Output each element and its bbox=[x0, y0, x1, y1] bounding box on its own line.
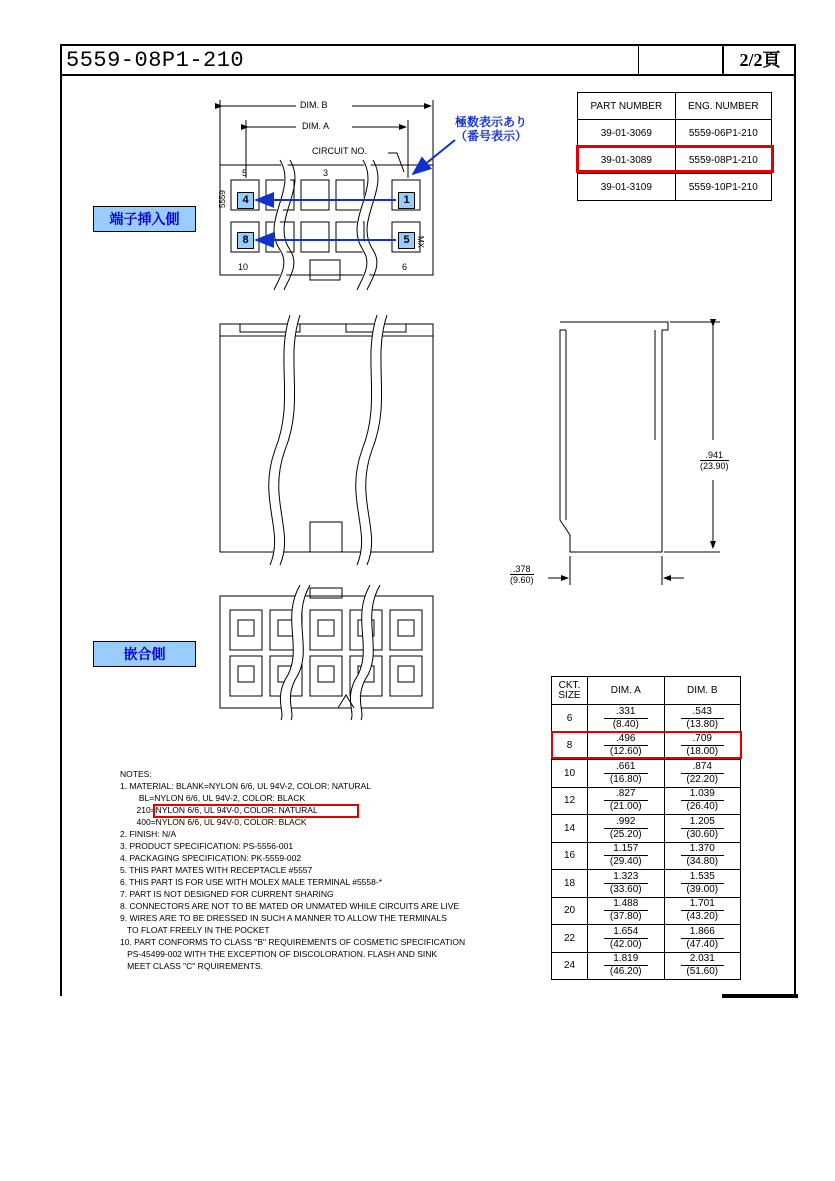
insertion-side-label: 端子挿入側 bbox=[93, 206, 196, 232]
dim-b-mm: (13.80) bbox=[686, 718, 719, 730]
note-line: BL=NYLON 6/6, UL 94V-2, COLOR: BLACK bbox=[120, 793, 306, 803]
size-table bbox=[551, 676, 741, 980]
eng-number-cell: 5559-06P1-210 bbox=[675, 120, 771, 147]
dim-a-header: DIM. A bbox=[588, 677, 665, 705]
num-top-mid: 3 bbox=[323, 168, 329, 178]
ckt-size-cell: 6 bbox=[552, 705, 588, 733]
dim-a-cell bbox=[588, 815, 665, 843]
dim-b-cell bbox=[664, 787, 741, 815]
dim-a-cell bbox=[588, 787, 665, 815]
eng-number-header: ENG. NUMBER bbox=[675, 93, 771, 120]
note-line: 10. PART CONFORMS TO CLASS "B" REQUIREMENTS OF COSMETIC SPECIFICATION bbox=[120, 937, 466, 947]
mating-side-label: 嵌合側 bbox=[93, 641, 196, 667]
dim-a-inch: .661 bbox=[604, 761, 648, 774]
height-in: .941 bbox=[700, 450, 729, 461]
note-line: 8. CONNECTORS ARE NOT TO BE MATED OR UNMATED WHILE CIRCUITS ARE LIVE bbox=[120, 901, 460, 911]
dim-b-mm: (39.00) bbox=[686, 883, 719, 895]
dim-a-mm: (16.80) bbox=[609, 773, 642, 785]
dim-a-inch: .827 bbox=[604, 788, 648, 801]
circuit-marker-1: 1 bbox=[398, 192, 415, 209]
note-line: 4. PACKAGING SPECIFICATION: PK-5559-002 bbox=[120, 853, 302, 863]
side-text: 5559 bbox=[218, 190, 227, 208]
dim-b-inch: .709 bbox=[681, 733, 725, 746]
note-line: MEET CLASS "C" RQUIREMENTS. bbox=[120, 961, 263, 971]
dim-a-mm: (29.40) bbox=[609, 856, 642, 868]
dim-b-cell bbox=[664, 760, 741, 788]
part-number-header: PART NUMBER bbox=[578, 93, 676, 120]
dim-b-inch: 2.031 bbox=[681, 953, 725, 966]
size-row bbox=[552, 842, 741, 870]
dim-a-inch: 1.488 bbox=[604, 898, 648, 911]
dim-a-mm: (12.60) bbox=[609, 746, 642, 758]
size-row bbox=[552, 870, 741, 898]
notes-block bbox=[120, 768, 465, 972]
size-row bbox=[552, 705, 741, 733]
eng-number-cell: 5559-10P1-210 bbox=[675, 174, 771, 201]
dim-a-inch: 1.323 bbox=[604, 871, 648, 884]
size-row bbox=[552, 787, 741, 815]
ckt-size-cell: 14 bbox=[552, 815, 588, 843]
dim-b-mm: (22.20) bbox=[686, 773, 719, 785]
dim-a-cell bbox=[588, 760, 665, 788]
note-line: PS-45499-002 WITH THE EXCEPTION OF DISCOLORATION. FLASH AND SINK bbox=[120, 949, 438, 959]
dim-a-mm: (8.40) bbox=[612, 718, 639, 730]
dim-b-inch: 1.701 bbox=[681, 898, 725, 911]
num-bottom-left: 10 bbox=[238, 262, 249, 272]
note-line: 1. MATERIAL: BLANK=NYLON 6/6, UL 94V-2, COLOR: NATURAL bbox=[120, 781, 371, 791]
part-number-cell: 39-01-3109 bbox=[578, 174, 676, 201]
num-bottom-right: 6 bbox=[402, 262, 408, 272]
dim-a-inch: .992 bbox=[604, 816, 648, 829]
size-row bbox=[552, 925, 741, 953]
dim-b-cell bbox=[664, 925, 741, 953]
dim-b-cell bbox=[664, 897, 741, 925]
depth-dimension bbox=[510, 564, 534, 585]
mating-view bbox=[220, 585, 433, 720]
dim-b-label: DIM. B bbox=[300, 100, 328, 110]
dim-a-mm: (21.00) bbox=[609, 801, 642, 813]
circuit-marker-8: 8 bbox=[237, 232, 254, 249]
dim-b-mm: (47.40) bbox=[686, 938, 719, 950]
dim-b-inch: 1.535 bbox=[681, 871, 725, 884]
depth-in: .378 bbox=[510, 564, 534, 575]
circuit-marker-5: 5 bbox=[398, 232, 415, 249]
dim-a-cell bbox=[588, 705, 665, 733]
dim-b-mm: (26.40) bbox=[686, 801, 719, 813]
dim-a-cell bbox=[588, 842, 665, 870]
size-row bbox=[552, 952, 741, 980]
part-number-cell: 39-01-3069 bbox=[578, 120, 676, 147]
dim-a-inch: 1.157 bbox=[604, 843, 648, 856]
side-view bbox=[548, 322, 720, 585]
note-line: TO FLOAT FREELY IN THE POCKET bbox=[120, 925, 270, 935]
size-row bbox=[552, 897, 741, 925]
dim-a-cell bbox=[588, 870, 665, 898]
dim-b-cell bbox=[664, 705, 741, 733]
dim-a-mm: (37.80) bbox=[609, 911, 642, 923]
ckt-size-cell: 16 bbox=[552, 842, 588, 870]
dim-a-mm: (42.00) bbox=[609, 938, 642, 950]
pole-note-line2: （番号表示） bbox=[455, 129, 528, 143]
dim-a-cell bbox=[588, 952, 665, 980]
dim-b-mm: (43.20) bbox=[686, 911, 719, 923]
dim-b-inch: 1.039 bbox=[681, 788, 725, 801]
note-line: 7. PART IS NOT DESIGNED FOR CURRENT SHARING bbox=[120, 889, 334, 899]
ckt-size-cell: 8 bbox=[552, 732, 588, 760]
part-number-cell: 39-01-3089 bbox=[578, 147, 676, 174]
dim-b-inch: 1.866 bbox=[681, 926, 725, 939]
dim-b-cell bbox=[664, 870, 741, 898]
dim-a-inch: 1.819 bbox=[604, 953, 648, 966]
height-mm: (23.90) bbox=[700, 461, 729, 471]
dim-a-mm: (33.60) bbox=[609, 883, 642, 895]
dim-b-cell bbox=[664, 842, 741, 870]
dim-a-mm: (25.20) bbox=[609, 828, 642, 840]
circuit-no-label: CIRCUIT NO. bbox=[312, 146, 367, 156]
num-top-left: 5 bbox=[242, 168, 248, 178]
dim-a-inch: 1.654 bbox=[604, 926, 648, 939]
note-line: 6. THIS PART IS FOR USE WITH MOLEX MALE TERMINAL #5558-* bbox=[120, 877, 382, 887]
front-view bbox=[220, 315, 433, 565]
dim-b-mm: (18.00) bbox=[686, 746, 719, 758]
ckt-size-cell: 12 bbox=[552, 787, 588, 815]
circuit-marker-4: 4 bbox=[237, 192, 254, 209]
note-line: 9. WIRES ARE TO BE DRESSED IN SUCH A MANNER TO ALLOW THE TERMINALS bbox=[120, 913, 447, 923]
dim-b-mm: (34.80) bbox=[686, 856, 719, 868]
size-highlight-box bbox=[551, 731, 742, 759]
note-line: 5. THIS PART MATES WITH RECEPTACLE #5557 bbox=[120, 865, 313, 875]
dim-b-mm: (51.60) bbox=[686, 966, 719, 978]
dim-b-inch: 1.205 bbox=[681, 816, 725, 829]
dim-b-cell bbox=[664, 952, 741, 980]
ckt-size-cell: 20 bbox=[552, 897, 588, 925]
dim-b-inch: .874 bbox=[681, 761, 725, 774]
depth-mm: (9.60) bbox=[510, 575, 534, 585]
part-title: 5559-08P1-210 bbox=[66, 48, 245, 73]
side-text-right: MX bbox=[416, 236, 425, 248]
page-label: 2/2頁 bbox=[722, 44, 796, 76]
note-line: 2. FINISH: N/A bbox=[120, 829, 177, 839]
dim-a-cell bbox=[588, 925, 665, 953]
dim-b-cell bbox=[664, 815, 741, 843]
dim-b-inch: 1.370 bbox=[681, 843, 725, 856]
dim-b-mm: (30.60) bbox=[686, 828, 719, 840]
size-row bbox=[552, 760, 741, 788]
top-view-dimensions bbox=[220, 100, 433, 178]
dim-a-cell bbox=[588, 897, 665, 925]
dim-a-inch: .331 bbox=[604, 706, 648, 719]
note-line: 400=NYLON 6/6, UL 94V-0, COLOR: BLACK bbox=[120, 817, 307, 827]
dim-b-header: DIM. B bbox=[664, 677, 741, 705]
dim-a-inch: .496 bbox=[604, 733, 648, 746]
note-line: NOTES: bbox=[120, 769, 152, 779]
ckt-size-cell: 22 bbox=[552, 925, 588, 953]
ckt-size-header: CKT. SIZE bbox=[552, 677, 588, 705]
ckt-size-cell: 18 bbox=[552, 870, 588, 898]
note-line: 3. PRODUCT SPECIFICATION: PS-5556-001 bbox=[120, 841, 294, 851]
material-highlight-box bbox=[153, 804, 359, 818]
height-dimension bbox=[700, 450, 729, 471]
note-line: 210=NYLON 6/6, UL 94V-0, COLOR: NATURAL bbox=[120, 805, 318, 815]
size-row bbox=[552, 815, 741, 843]
dim-b-inch: .543 bbox=[681, 706, 725, 719]
eng-number-cell: 5559-08P1-210 bbox=[675, 147, 771, 174]
part-highlight-box bbox=[576, 145, 774, 173]
ckt-size-cell: 24 bbox=[552, 952, 588, 980]
pole-note-line1: 極数表示あり bbox=[455, 115, 528, 129]
dim-a-label: DIM. A bbox=[302, 121, 330, 131]
dim-a-mm: (46.20) bbox=[609, 966, 642, 978]
ckt-size-cell: 10 bbox=[552, 760, 588, 788]
